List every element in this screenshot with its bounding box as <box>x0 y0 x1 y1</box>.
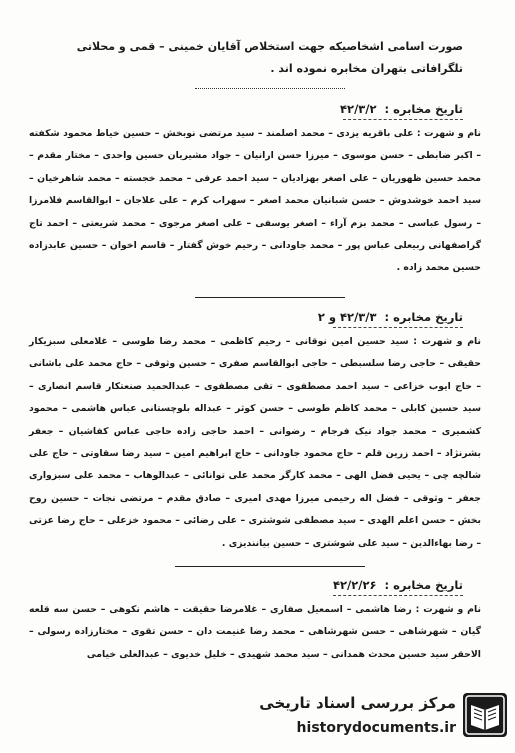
section-1-date-label: تاریخ مخابره : <box>384 102 463 116</box>
document-intro: صورت اسامی اشخاصیکه جهت استخلاص آقایان خمینی – قمی و محلاتی تلگرافاتی بتهران مخابره نموده اند . <box>76 40 463 75</box>
section-1-names-label: نام و شهرت : <box>416 128 481 139</box>
book-seal-icon <box>462 692 508 738</box>
section-3-date-value: ۴۲/۲/۲۶ <box>333 578 377 592</box>
section-1-date <box>340 102 463 116</box>
watermark-url: historydocuments.ir <box>296 720 456 736</box>
section-3-names <box>29 599 481 666</box>
section-3-names-list: رضا هاشمی – اسمعیل صفاری – غلامرضا حقیقت – هاشم نکوهی – حسن سه قلعه گیان – شهرشاهی – حسن شهرشاهی – محمد رضا غنیمت دان – حسن تقوی – مختارزاده رسولی – الاحقر سید حسین محدث همدانی – سید محمد شهیدی – خلیل خدیوی – عبدالعلی خیامی <box>29 604 481 660</box>
section-3-date <box>333 578 463 592</box>
watermark <box>218 690 508 748</box>
section-2-date-value: ۴۲/۳/۳ و ۲ <box>317 310 377 324</box>
section-2-names-label: نام و شهرت : <box>413 336 481 347</box>
section-2-date <box>318 310 463 324</box>
section-2-names <box>29 331 481 555</box>
section-1-names-list: علی باقریه یزدی – محمد اصلمند – سید مرتضی نوبخش – حسین خیاط محمود شکفته – اکبر ضابطی – حسن موسوی – میرزا حسن ارانیان – جواد مشیریان حسین واحدی – مختار مقدم – محمد حسین ظهوریان – علی اصغر بهزادیان – سید احمد عرفی – محمد خجسته – محمد شاهرخیان – سید احمد خوشدوش – حسن شبانیان محمد اصغر – سهراب کرم – علی علاجان – ابوالقاسم فلامرزا – رسول عباسی – محمد بزم آراء – اصغر یوسفی – علی اصغر مرجوی – محمد شریعتی – احمد تاج گراصفهانی ربیعلی عباس پور – محمد جاودانی – رحیم خوش گفتار – قاسم اخوان – حسین عابدزاده حسین محمد زاده . <box>29 128 481 274</box>
section-3-date-underline <box>333 595 463 596</box>
section-2-divider <box>175 566 365 567</box>
section-3-names-label: نام و شهرت : <box>415 604 481 615</box>
section-2-date-underline <box>333 327 463 328</box>
section-2-names-list: سید حسین امین نوقانی – رحیم کاظمی – محمد رضا طوسی – غلامعلی سبزیکار حقیقی – حاجی رضا سلسبطی – حاجی ابوالقاسم صفری – حسین وثوقی – حاج محمد علی باشانی – حاج ایوب خزاعی – سید احمد مصطفوی – تقی مصطفوی – عبدالحمید صنعتکار قاسم انصاری – سید حسین کابلی – محمد کاظم طوسی – حسن کوثر – عبداله بلوچستانی عباس هاشمی – محمود کشمیری – محمد جواد نیک فرجام – رضوانی – احمد حاجی زاده حاجی عباس کفاشیان – جعفر بشرنژاد – احمد زرین قلم – حاج محمود جاودانی – حاج ابراهیم امین – سید رضا سقاوتی – حاج علی شالچه چی – یحیی فضل الهی – محمد کارگر محمد علی توانائی – عبدالوهاب – محمد علی سبزواری جعفر – وثوقی – فضل اله رحیمی میرزا مهدی امیری – صادق مقدم – مرتضی نجات – حسین روح بخش – حسن اعلم الهدی – سید مصطفی شوشتری – علی رضائی – محمود خزعلی – حاج رضا عزتی – رضا بهاءالدین – سید علی شوشتری – حسین بیانندیزی . <box>29 336 481 549</box>
section-3-date-label: تاریخ مخابره : <box>384 578 463 592</box>
watermark-title: مرکز بررسی اسناد تاریخی <box>259 694 456 712</box>
section-2-date-label: تاریخ مخابره : <box>384 310 463 324</box>
section-1-names <box>29 123 481 280</box>
section-1-date-value: ۴۲/۳/۲ <box>340 102 377 116</box>
section-1-date-underline <box>343 119 463 120</box>
section-1-divider <box>195 297 345 298</box>
intro-divider <box>195 88 345 89</box>
